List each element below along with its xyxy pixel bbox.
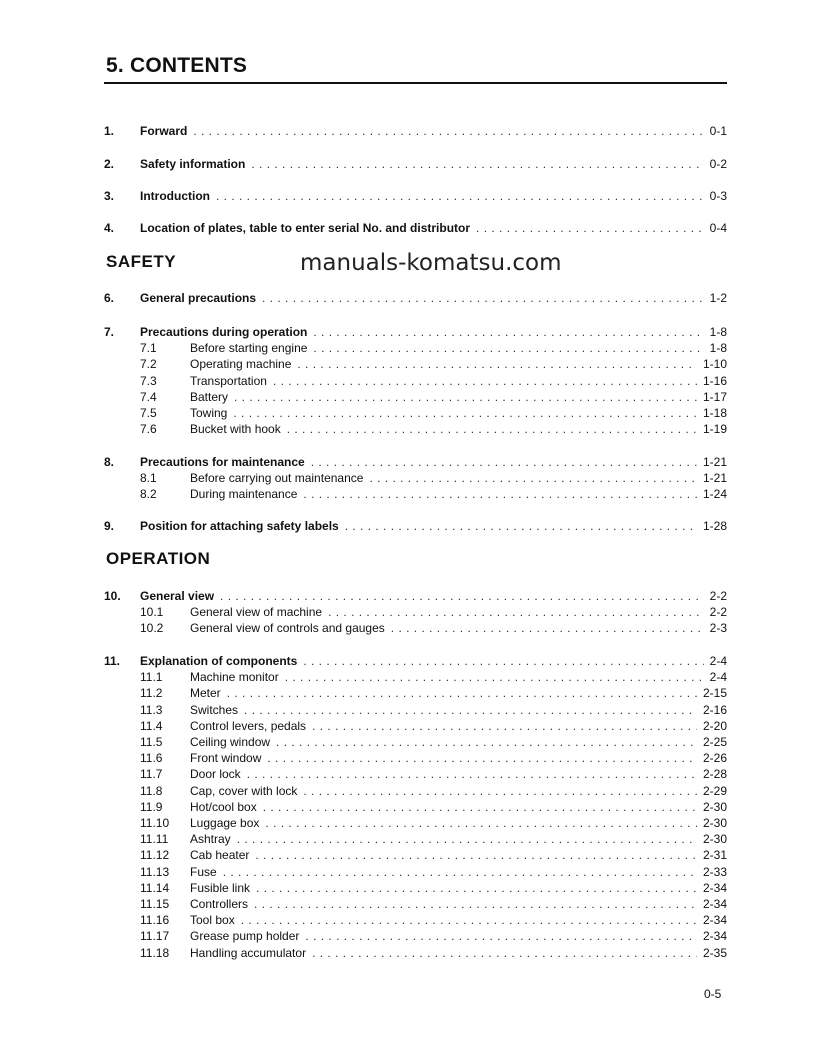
- entry-label: Battery: [190, 389, 229, 404]
- toc-subentry[interactable]: [104, 928, 727, 944]
- entry-page: 2-16: [702, 702, 727, 717]
- toc-subentry[interactable]: [104, 912, 727, 928]
- entry-label: Before carrying out maintenance: [190, 471, 364, 486]
- toc-entry[interactable]: [104, 156, 727, 172]
- toc-subentry[interactable]: [104, 620, 727, 636]
- toc-subentry[interactable]: [104, 373, 727, 389]
- toc-subentry[interactable]: [104, 831, 727, 847]
- toc-subentry[interactable]: [104, 702, 727, 718]
- entry-label: Hot/cool box: [190, 799, 257, 814]
- entry-label: Forward: [140, 124, 188, 138]
- leader-dots: [276, 735, 697, 749]
- leader-dots: [391, 621, 704, 635]
- entry-page: 1-8: [709, 341, 727, 356]
- toc-subentry[interactable]: [104, 389, 727, 405]
- entry-page: 2-2: [709, 589, 727, 603]
- entry-label: Meter: [190, 686, 221, 701]
- toc-subentry[interactable]: [104, 405, 727, 421]
- entry-number: 11.17: [140, 929, 170, 944]
- leader-dots: [247, 767, 697, 781]
- section-heading: OPERATION: [106, 549, 211, 568]
- entry-page: 2-4: [709, 670, 727, 685]
- toc-subentry[interactable]: [104, 604, 727, 620]
- toc-subentry[interactable]: [104, 486, 727, 502]
- entry-page: 2-29: [702, 783, 727, 798]
- entry-label: Introduction: [140, 189, 210, 203]
- leader-dots: [273, 374, 697, 388]
- entry-label: General view of controls and gauges: [190, 621, 385, 636]
- entry-page: 2-35: [702, 945, 727, 960]
- leader-dots: [262, 291, 704, 305]
- entry-number: 11.5: [140, 735, 163, 749]
- entry-page: 1-28: [702, 519, 727, 533]
- entry-label: Luggage box: [190, 816, 260, 830]
- toc-entry[interactable]: [104, 653, 727, 669]
- toc-entry[interactable]: [104, 188, 727, 204]
- entry-label: Towing: [190, 406, 228, 420]
- entry-page: 2-33: [702, 864, 727, 879]
- toc-entry[interactable]: [104, 588, 727, 604]
- leader-dots: [313, 341, 703, 355]
- leader-dots: [305, 929, 697, 943]
- entry-number: 11.18: [140, 945, 170, 960]
- entry-number: 8.1: [140, 471, 157, 486]
- entry-number: 2.: [104, 157, 115, 171]
- leader-dots: [241, 913, 697, 927]
- toc-entry[interactable]: [104, 290, 727, 306]
- entry-number: 11.16: [140, 913, 170, 928]
- toc-subentry[interactable]: [104, 685, 727, 701]
- toc-subentry[interactable]: [104, 356, 727, 372]
- entry-number: 11.15: [140, 897, 170, 911]
- leader-dots: [313, 325, 703, 339]
- entry-page: 2-3: [709, 621, 727, 636]
- toc-entry[interactable]: [104, 220, 727, 236]
- entry-page: 2-30: [702, 832, 727, 847]
- watermark: manuals-komatsu.com: [300, 250, 562, 276]
- leader-dots: [216, 189, 704, 203]
- entry-number: 11.8: [140, 783, 163, 798]
- toc-subentry[interactable]: [104, 783, 727, 799]
- toc-subentry[interactable]: [104, 896, 727, 912]
- leader-dots: [244, 703, 697, 717]
- entry-label: Explanation of components: [140, 654, 298, 668]
- entry-label: General view of machine: [190, 605, 323, 620]
- toc-subentry[interactable]: [104, 421, 727, 437]
- entry-label: During maintenance: [190, 487, 298, 502]
- leader-dots: [285, 670, 704, 684]
- toc-subentry[interactable]: [104, 340, 727, 356]
- toc-subentry[interactable]: [104, 864, 727, 880]
- leader-dots: [237, 832, 697, 846]
- entry-page: 2-20: [702, 718, 727, 733]
- entry-label: General view: [140, 589, 215, 603]
- leader-dots: [265, 816, 697, 830]
- entry-label: Ceiling window: [190, 735, 271, 749]
- toc-subentry[interactable]: [104, 880, 727, 896]
- entry-number: 11.11: [140, 832, 169, 847]
- entry-number: 1.: [104, 124, 115, 138]
- leader-dots: [328, 605, 704, 619]
- entry-page: 0-2: [709, 157, 727, 171]
- entry-label: Position for attaching safety labels: [140, 519, 339, 533]
- entry-label: Control levers, pedals: [190, 718, 307, 733]
- toc-subentry[interactable]: [104, 766, 727, 782]
- entry-number: 11.10: [140, 816, 170, 830]
- entry-number: 3.: [104, 189, 115, 203]
- toc-entry[interactable]: [104, 454, 727, 470]
- entry-page: 2-34: [702, 880, 727, 895]
- entry-label: Machine monitor: [190, 670, 279, 685]
- entry-page: 2-2: [709, 605, 727, 620]
- entry-page: 2-25: [702, 735, 727, 749]
- entry-number: 7.6: [140, 422, 157, 437]
- leader-dots: [476, 221, 704, 235]
- entry-page: 2-34: [702, 913, 727, 928]
- entry-number: 8.: [104, 455, 115, 469]
- toc-subentry[interactable]: [104, 945, 727, 961]
- entry-number: 11.2: [140, 686, 163, 701]
- entry-number: 11.12: [140, 848, 170, 863]
- section-heading: SAFETY: [106, 252, 177, 271]
- toc-entry[interactable]: [104, 324, 727, 340]
- entry-number: 11.13: [140, 864, 170, 879]
- leader-dots: [193, 124, 703, 138]
- entry-number: 11.9: [140, 799, 163, 814]
- leader-dots: [234, 390, 697, 404]
- entry-page: 2-4: [709, 654, 727, 668]
- toc-entry[interactable]: [104, 123, 727, 139]
- leader-dots: [312, 946, 697, 960]
- toc-entry[interactable]: [104, 518, 727, 534]
- page-number: 0-5: [704, 987, 722, 1001]
- entry-number: 11.7: [140, 767, 163, 782]
- entry-label: Transportation: [190, 373, 267, 388]
- entry-number: 8.2: [140, 487, 157, 502]
- entry-label: Tool box: [190, 913, 235, 928]
- leader-dots: [223, 865, 697, 879]
- entry-page: 2-30: [702, 799, 727, 814]
- entry-number: 7.2: [140, 357, 157, 372]
- entry-page: 1-2: [709, 291, 727, 305]
- entry-number: 7.: [104, 325, 115, 339]
- leader-dots: [227, 686, 697, 700]
- entry-page: 1-21: [702, 455, 727, 469]
- entry-label: Ashtray: [190, 832, 231, 847]
- entry-label: Precautions during operation: [140, 325, 308, 339]
- entry-number: 11.3: [140, 702, 163, 717]
- entry-label: General precautions: [140, 291, 257, 305]
- entry-page: 1-24: [702, 487, 727, 502]
- entry-number: 10.2: [140, 621, 164, 636]
- entry-page: 1-16: [702, 373, 727, 388]
- entry-page: 2-31: [702, 848, 727, 863]
- leader-dots: [345, 519, 697, 533]
- entry-label: Fusible link: [190, 880, 251, 895]
- entry-label: Location of plates, table to enter serial No. and distributor: [140, 221, 471, 235]
- toc-subentry[interactable]: [104, 718, 727, 734]
- entry-label: Switches: [190, 702, 239, 717]
- leader-dots: [369, 471, 697, 485]
- entry-label: Cab heater: [190, 848, 250, 863]
- leader-dots: [311, 455, 697, 469]
- leader-dots: [233, 406, 697, 420]
- entry-label: Front window: [190, 751, 262, 766]
- leader-dots: [254, 897, 697, 911]
- entry-page: 1-21: [702, 471, 727, 486]
- entry-page: 2-15: [702, 686, 727, 701]
- entry-number: 6.: [104, 291, 115, 305]
- toc-subentry[interactable]: [104, 847, 727, 863]
- entry-label: Operating machine: [190, 357, 292, 372]
- entry-number: 10.1: [140, 605, 164, 620]
- leader-dots: [263, 800, 697, 814]
- leader-dots: [267, 751, 697, 765]
- entry-page: 0-3: [709, 189, 727, 203]
- entry-page: 1-17: [702, 389, 727, 404]
- entry-number: 9.: [104, 519, 115, 533]
- entry-number: 11.14: [140, 880, 170, 895]
- title-rule: [104, 82, 727, 84]
- entry-label: Controllers: [190, 897, 249, 911]
- entry-number: 7.1: [140, 341, 157, 356]
- leader-dots: [312, 719, 697, 733]
- entry-label: Handling accumulator: [190, 945, 307, 960]
- leader-dots: [256, 881, 697, 895]
- entry-number: 11.1: [140, 670, 163, 685]
- entry-number: 7.3: [140, 373, 157, 388]
- entry-number: 11.: [104, 654, 121, 668]
- entry-number: 7.5: [140, 406, 157, 420]
- entry-label: Cap, cover with lock: [190, 783, 298, 798]
- entry-page: 2-34: [702, 897, 727, 911]
- entry-label: Before starting engine: [190, 341, 308, 356]
- entry-page: 2-28: [702, 767, 727, 782]
- entry-page: 1-18: [702, 406, 727, 420]
- entry-label: Precautions for maintenance: [140, 455, 305, 469]
- leader-dots: [297, 357, 697, 371]
- entry-label: Grease pump holder: [190, 929, 300, 944]
- entry-page: 2-34: [702, 929, 727, 944]
- leader-dots: [287, 422, 697, 436]
- leader-dots: [303, 784, 697, 798]
- page-title: 5. CONTENTS: [106, 54, 248, 77]
- entry-page: 1-19: [702, 422, 727, 437]
- leader-dots: [251, 157, 703, 171]
- entry-page: 0-4: [709, 221, 727, 235]
- leader-dots: [255, 848, 697, 862]
- entry-page: 2-30: [702, 816, 727, 830]
- entry-number: 10.: [104, 589, 121, 603]
- entry-number: 11.4: [140, 718, 163, 733]
- leader-dots: [303, 487, 697, 501]
- entry-number: 7.4: [140, 389, 157, 404]
- entry-page: 1-10: [702, 357, 727, 372]
- leader-dots: [220, 589, 704, 603]
- toc-subentry[interactable]: [104, 669, 727, 685]
- toc-subentry[interactable]: [104, 470, 727, 486]
- entry-label: Fuse: [190, 864, 217, 879]
- entry-label: Safety information: [140, 157, 246, 171]
- toc-subentry[interactable]: [104, 734, 727, 750]
- entry-page: 0-1: [709, 124, 727, 138]
- toc-subentry[interactable]: [104, 799, 727, 815]
- entry-number: 4.: [104, 221, 115, 235]
- entry-page: 2-26: [702, 751, 727, 766]
- toc-subentry[interactable]: [104, 815, 727, 831]
- entry-page: 1-8: [709, 325, 727, 339]
- entry-number: 11.6: [140, 751, 163, 766]
- toc-subentry[interactable]: [104, 750, 727, 766]
- leader-dots: [303, 654, 703, 668]
- entry-label: Door lock: [190, 767, 241, 782]
- entry-label: Bucket with hook: [190, 422, 281, 437]
